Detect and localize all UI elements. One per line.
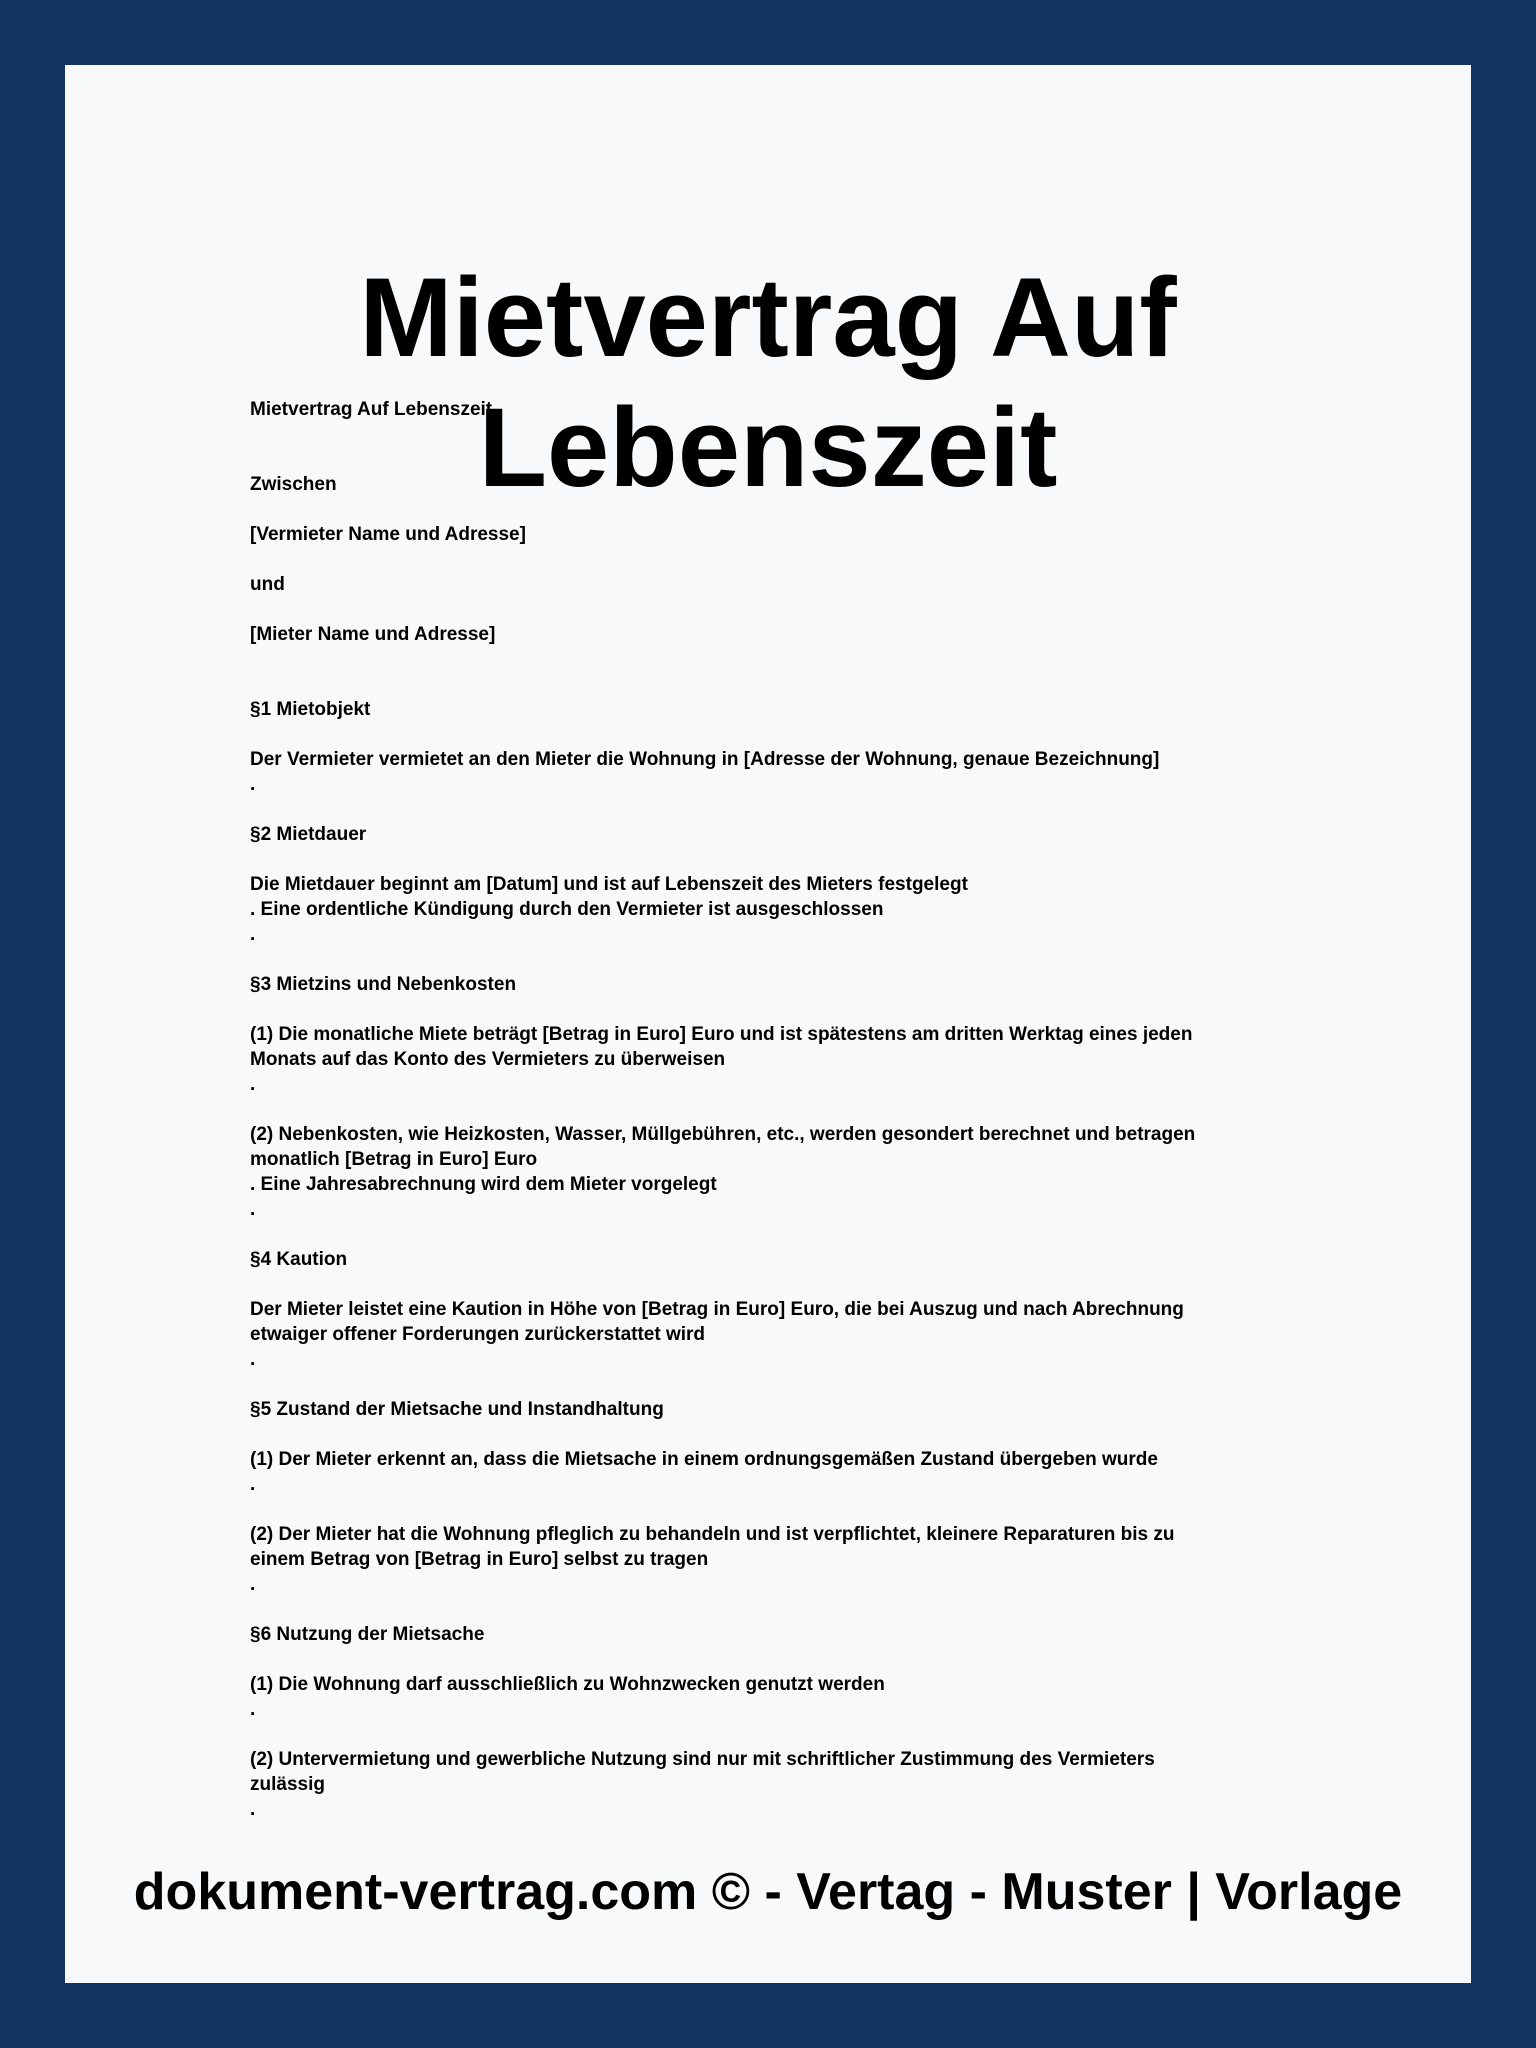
blank-line bbox=[250, 1272, 1330, 1297]
blank-line bbox=[250, 1372, 1330, 1397]
document-line: §3 Mietzins und Nebenkosten bbox=[250, 974, 517, 995]
document-line: (1) Der Mieter erkennt an, dass die Mietsache in einem ordnungsgemäßen Zustand übergeben wurde bbox=[250, 1449, 1158, 1470]
document-line: Die Mietdauer beginnt am [Datum] und ist auf Lebenszeit des Mieters festgelegt bbox=[250, 874, 968, 895]
document-line: Monats auf das Konto des Vermieters zu überweisen bbox=[250, 1049, 726, 1070]
blank-line bbox=[250, 722, 1330, 747]
document-line: Mietvertrag Auf Lebenszeit bbox=[250, 399, 493, 420]
document-line: . bbox=[250, 1699, 256, 1720]
blank-line bbox=[250, 1497, 1330, 1522]
blank-line bbox=[250, 647, 1330, 672]
document-line: . Eine ordentliche Kündigung durch den Vermieter ist ausgeschlossen bbox=[250, 899, 884, 920]
blank-line bbox=[250, 672, 1330, 697]
blank-line bbox=[250, 797, 1330, 822]
page-title: Mietvertrag Auf Lebenszeit bbox=[359, 255, 1177, 510]
document-line: §5 Zustand der Mietsache und Instandhaltung bbox=[250, 1399, 664, 1420]
blank-line bbox=[250, 847, 1330, 872]
document-line: (2) Der Mieter hat die Wohnung pfleglich zu behandeln und ist verpflichtet, kleinere Reparaturen bis zu bbox=[250, 1524, 1175, 1545]
document-line: . bbox=[250, 1574, 256, 1595]
document-line: . Eine Jahresabrechnung wird dem Mieter vorgelegt bbox=[250, 1174, 717, 1195]
blank-line bbox=[250, 597, 1330, 622]
document-line: (2) Nebenkosten, wie Heizkosten, Wasser, Müllgebühren, etc., werden gesondert berechnet und betragen bbox=[250, 1124, 1196, 1145]
document-line: . bbox=[250, 1199, 256, 1220]
document-sheet bbox=[65, 65, 1471, 1983]
blank-line bbox=[250, 447, 1330, 472]
blank-line bbox=[250, 1597, 1330, 1622]
document-line: . bbox=[250, 924, 256, 945]
document-line: . bbox=[250, 1799, 256, 1820]
document-line: Zwischen bbox=[250, 474, 337, 495]
blank-line bbox=[250, 1722, 1330, 1747]
document-line: . bbox=[250, 1074, 256, 1095]
document-line: (1) Die monatliche Miete beträgt [Betrag in Euro] Euro und ist spätestens am dritten Werktag eines jeden bbox=[250, 1024, 1193, 1045]
blank-line bbox=[250, 947, 1330, 972]
document-line: §1 Mietobjekt bbox=[250, 699, 371, 720]
blank-line bbox=[250, 547, 1330, 572]
document-line: einem Betrag von [Betrag in Euro] selbst zu tragen bbox=[250, 1549, 709, 1570]
blank-line bbox=[250, 422, 1330, 447]
document-line: (1) Die Wohnung darf ausschließlich zu Wohnzwecken genutzt werden bbox=[250, 1674, 885, 1695]
document-line: . bbox=[250, 774, 256, 795]
blank-line bbox=[250, 1222, 1330, 1247]
document-line: Der Vermieter vermietet an den Mieter die Wohnung in [Adresse der Wohnung, genaue Bezeichnung] bbox=[250, 749, 1160, 770]
blank-line bbox=[250, 997, 1330, 1022]
document-line: §6 Nutzung der Mietsache bbox=[250, 1624, 485, 1645]
document-line: etwaiger offener Forderungen zurückerstattet wird bbox=[250, 1324, 706, 1345]
document-line: und bbox=[250, 574, 285, 595]
document-line: (2) Untervermietung und gewerbliche Nutzung sind nur mit schriftlicher Zustimmung des Vermieters bbox=[250, 1749, 1155, 1770]
blank-line bbox=[250, 1422, 1330, 1447]
document-line: monatlich [Betrag in Euro] Euro bbox=[250, 1149, 538, 1170]
document-line: zulässig bbox=[250, 1774, 325, 1795]
blank-line bbox=[250, 1647, 1330, 1672]
document-line: Der Mieter leistet eine Kaution in Höhe von [Betrag in Euro] Euro, die bei Auszug und nach Abrechnung bbox=[250, 1299, 1184, 1320]
blank-line bbox=[250, 497, 1330, 522]
document-line: §4 Kaution bbox=[250, 1249, 348, 1270]
footer-watermark: dokument-vertrag.com © - Vertag - Muster | Vorlage bbox=[133, 1863, 1403, 1921]
document-line: [Mieter Name und Adresse] bbox=[250, 624, 496, 645]
document-line: [Vermieter Name und Adresse] bbox=[250, 524, 526, 545]
document-body bbox=[250, 397, 1330, 1822]
document-line: . bbox=[250, 1474, 256, 1495]
document-line: . bbox=[250, 1349, 256, 1370]
blank-line bbox=[250, 1097, 1330, 1122]
document-line: §2 Mietdauer bbox=[250, 824, 367, 845]
